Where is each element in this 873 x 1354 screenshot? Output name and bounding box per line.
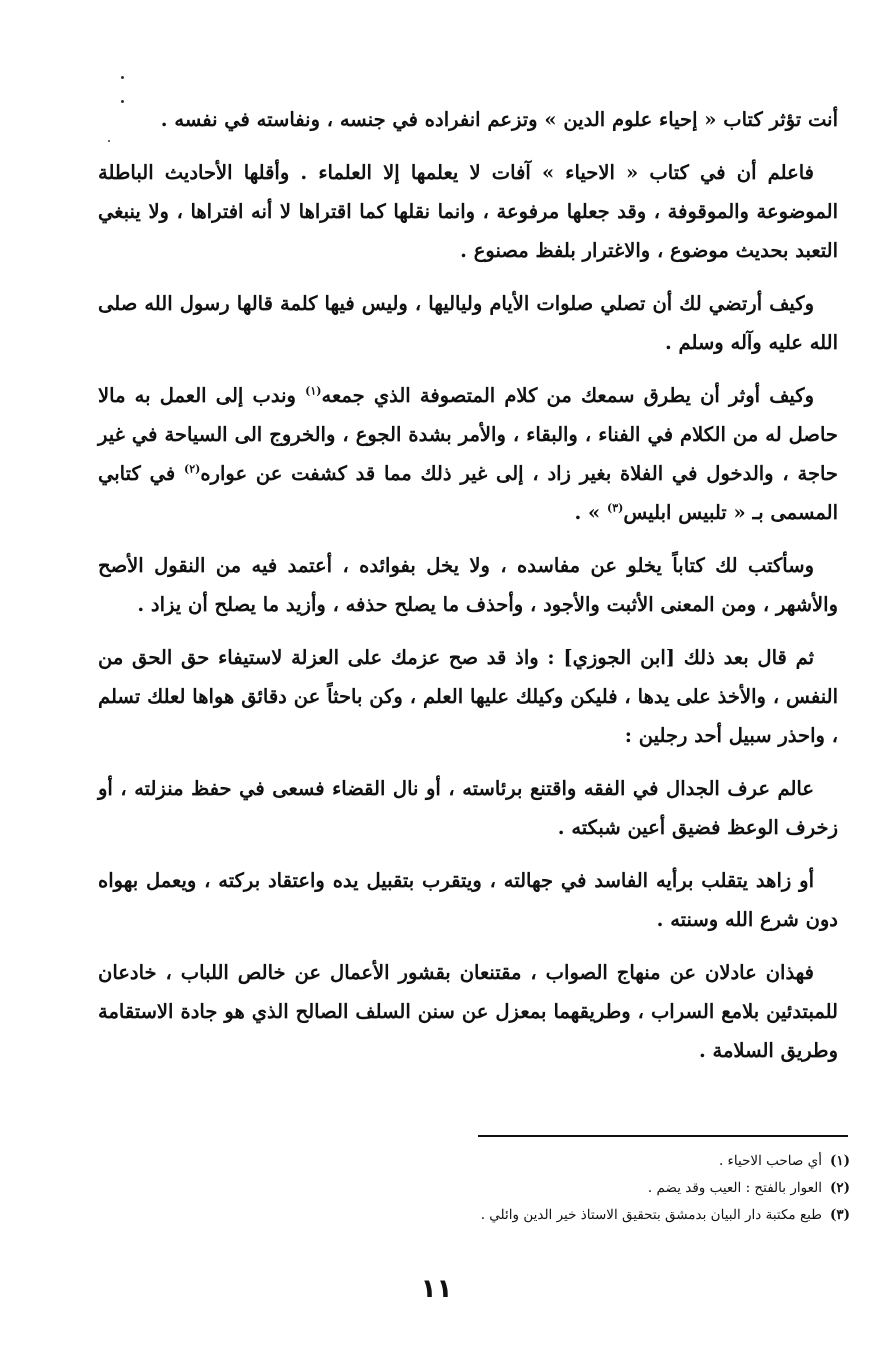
footnote-item [320,1202,850,1229]
paragraph-text: فاعلم أن في كتاب « الاحياء » آفات لا يعلمها إلا العلماء . وأقلها الأحاديث الباطلة الموضوعة والموقوفة ، وقد جعلها مرفوعة ، وانما نقلها كما اقتراها لا أنه افتراها ، ولا ينبغي التعبد بحديث موضوع ، والاغترار بلفظ مصنوع . [98,161,838,262]
paragraph-p4 [98,376,838,532]
paragraph-text: وندب إلى العمل به مالا حاصل له من الكلام في الفناء ، والبقاء ، والأمر بشدة الجوع ، والخروج الى السياحة في غير حاجة ، والدخول في الفلاة بغير زاد ، إلى غير ذلك مما قد كشفت عن عواره [98,384,838,485]
paragraph-text: وكيف أرتضي لك أن تصلي صلوات الأيام ولياليها ، وليس فيها كلمة قالها رسول الله صلى الله عليه وآله وسلم . [98,292,838,354]
paragraph-p9 [98,953,838,1070]
paragraph-p1 [98,100,838,139]
footnote-text: طبع مكتبة دار البيان بدمشق بتحقيق الاستاذ خير الدين وائلي . [480,1207,822,1223]
paragraph-text: أو زاهد يتقلب برأيه الفاسد في جهالته ، ويتقرب بتقبيل يده واعتقاد بركته ، ويعمل بهواه دون شرع الله وسنته . [98,869,838,931]
paragraph-p8 [98,861,838,939]
paragraph-text: » . [574,501,608,524]
footnote-number: (١) [829,1153,850,1169]
footnotes [320,1148,850,1229]
footnote-marker: (١) [305,384,322,398]
paragraph-text: ثم قال بعد ذلك [ابن الجوزي] : واذ قد صح عزمك على العزلة لاستيفاء حق الحق من النفس ، والأخذ على يدها ، فليكن وكيلك عليها العلم ، وكن باحثاً عن دقائق هواها لعلك تسلم ، واحذر سبيل أحد رجلين : [98,646,838,747]
paragraph-text: وكيف أوثر أن يطرق سمعك من كلام المتصوفة الذي جمعه [321,384,814,407]
footnote-number: (٣) [829,1207,850,1223]
paragraph-text: فهذان عادلان عن منهاج الصواب ، مقتنعان بقشور الأعمال عن خالص اللباب ، خادعان للمبتدئين بلامع السراب ، وطريقهما بمعزل عن سنن السلف الصالح الذي هو جادة الاستقامة وطريق السلامة . [98,961,838,1062]
footnote-number: (٢) [829,1180,850,1196]
scan-speck [121,76,124,79]
footnote-separator [478,1135,848,1137]
paragraph-p6 [98,638,838,755]
paragraph-text: في كتابي المسمى بـ « تلبيس ابليس [98,462,838,524]
paragraph-p2 [98,153,838,270]
footnote-item [320,1175,850,1202]
paragraph-p7 [98,769,838,847]
footnote-marker: (٢) [183,462,201,476]
footnote-marker: (٣) [607,501,624,515]
paragraph-p3 [98,284,838,362]
main-text [98,100,838,1084]
paragraph-text: عالم عرف الجدال في الفقه واقتنع برئاسته ، أو نال القضاء فسعى في حفظ منزلته ، أو زخرف الوعظ فضيق أعين شبكته . [98,777,838,839]
paragraph-text: أنت تؤثر كتاب « إحياء علوم الدين » وتزعم انفراده في جنسه ، ونفاسته في نفسه . [160,108,838,131]
page-number: ١١ [420,1274,453,1304]
paragraph-text: وسأكتب لك كتاباً يخلو عن مفاسده ، ولا يخل بفوائده ، أعتمد فيه من النقول الأصح والأشهر ، ومن المعنى الأثبت والأجود ، وأحذف ما يصلح حذفه ، وأزيد ما يصلح أن يزاد . [98,554,838,616]
footnote-text: أي صاحب الاحياء . [718,1153,822,1169]
paragraph-p5 [98,546,838,624]
footnote-item [320,1148,850,1175]
footnote-text: العوار بالفتح : العيب وقد يضم . [647,1180,822,1196]
